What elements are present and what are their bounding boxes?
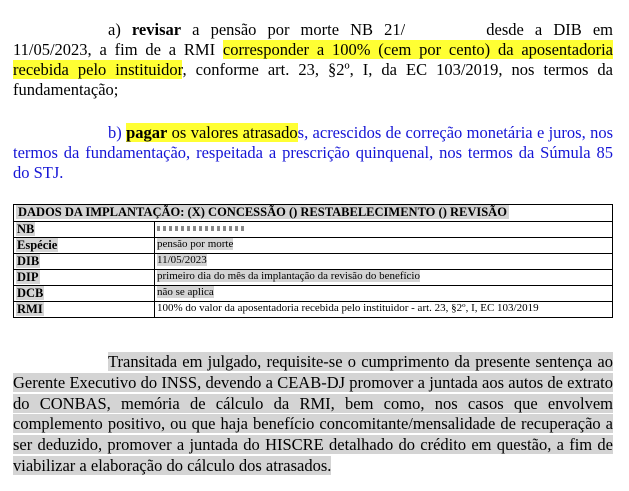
row-value (155, 254, 613, 270)
paragraph-a (13, 20, 613, 100)
paragraph-c (13, 352, 613, 477)
table-row (14, 302, 613, 318)
row-value-text: pensão por morte (157, 238, 234, 250)
row-key-text: DIB (17, 254, 40, 268)
redacted-block (405, 24, 475, 38)
para-a-highlight: corresponder a 100% (cem por cento) da aposentadoria recebida pelo instituidor (13, 40, 613, 79)
row-key-text: DIP (17, 270, 39, 284)
row-value (155, 286, 613, 302)
table-header (14, 205, 613, 222)
row-value-text: 100% do valor da aposentadoria recebida pelo instituidor - art. 23, §2º, I, EC 103/2019 (157, 302, 539, 314)
row-key (14, 254, 155, 270)
row-value (155, 270, 613, 286)
table-header-row (14, 205, 613, 222)
table-row (14, 222, 613, 238)
row-value-masked (155, 222, 613, 238)
para-b-bold-word: pagar (126, 123, 168, 142)
para-a-text2: desde a DIB em 11/05/2023, a fim de a RMI (13, 20, 613, 59)
table-row (14, 254, 613, 270)
table-row (14, 286, 613, 302)
para-b-highlight: os valores atrasado (167, 123, 298, 142)
para-b-prefix: b) (108, 123, 127, 142)
row-key (14, 222, 155, 238)
row-key-text: RMI (17, 302, 43, 316)
row-key (14, 302, 155, 318)
para-a-prefix: a) (108, 20, 132, 39)
row-value-text: primeiro dia do mês da implantação da revisão do benefício (157, 270, 420, 282)
para-a-bold-word: revisar (131, 20, 182, 39)
row-value-text: não se aplica (157, 286, 214, 298)
row-key (14, 286, 155, 302)
row-key-text: Espécie (17, 238, 58, 252)
masked-value (157, 226, 247, 231)
row-key-text: DCB (17, 286, 44, 300)
row-key (14, 270, 155, 286)
row-key-text: NB (17, 222, 35, 236)
implantation-table (13, 204, 613, 318)
paragraph-b (13, 123, 613, 183)
para-a-text1: a pensão por morte NB 21/ (181, 20, 406, 39)
table-row (14, 270, 613, 286)
para-b-text: s, acrescidos de correção monetária e juros, nos termos da fundamentação, respeitada a prescrição quinquenal, nos termos da Súmula 85 do STJ. (13, 123, 613, 182)
table-header-text: DADOS DA IMPLANTAÇÃO: (X) CONCESSÃO () RESTABELECIMENTO () REVISÃO (18, 205, 507, 219)
row-value (155, 238, 613, 254)
row-value-text: 11/05/2023 (157, 254, 207, 266)
table-row (14, 238, 613, 254)
row-key (14, 238, 155, 254)
row-value (155, 302, 613, 318)
para-c-text: Transitada em julgado, requisite-se o cumprimento da presente sentença ao Gerente Executivo do INSS, devendo a CEAB-DJ promover a juntada aos autos de extrato do CONBAS, memória de cálculo da RMI, bem como, nos casos que envolvem complemento positivo, ou que haja benefício concomitante/mensalidade de recuperação a ser deduzido, promover a juntada do HISCRE detalhado do crédito em questão, a fim de viabilizar a elaboração do cálculo dos atrasados. (13, 352, 613, 475)
para-a-text3: , conforme art. 23, §2º, I, da EC 103/2019, nos termos da fundamentação; (13, 60, 613, 99)
